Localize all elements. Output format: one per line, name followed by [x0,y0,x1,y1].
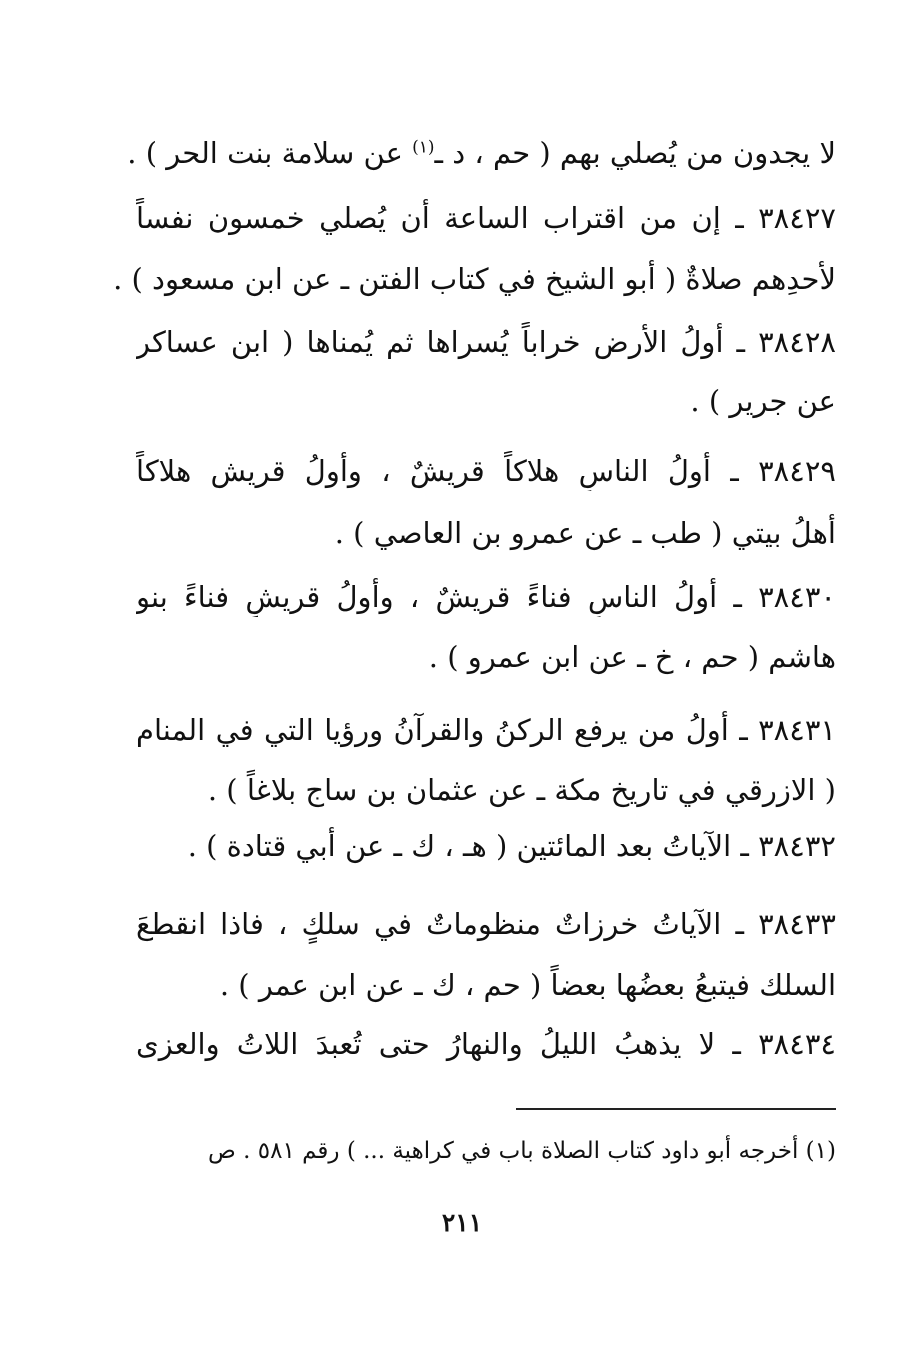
text-line-4: ٣٨٤٢٨ ـ أولُ الأرضِ خراباً يُسراها ثم يُمناها ( ابن عساكر [136,325,836,359]
text-line-6: ٣٨٤٢٩ ـ أولُ الناسِ هلاكاً قريشٌ ، وأولُ قريش هلاكاً [136,454,836,488]
text-line-14: السلك فيتبعُ بعضُها بعضاً ( حم ، ك ـ عن ابن عمر ) . [219,968,836,1002]
page-number: ٢١١ [441,1208,483,1237]
text-line-11: ( الازرقي في تاريخ مكة ـ عن عثمان بن ساج بلاغاً ) . [207,773,836,807]
text-line-15: ٣٨٤٣٤ ـ لا يذهبُ الليلُ والنهارُ حتى تُعبدَ اللاتُ والعزى [136,1027,836,1061]
text-line-2: ٣٨٤٢٧ ـ إن من اقتراب الساعة أن يُصلي خمسون نفساً [136,201,836,235]
text-line-3: لأحدِهم صلاةٌ ( أبو الشيخ في كتاب الفتن ـ عن ابن مسعود ) . [113,262,836,296]
footnote-divider [516,1108,836,1110]
text-line-8: ٣٨٤٣٠ ـ أولُ الناسِ فناءً قريشٌ ، وأولُ قريشٍ فناءً بنو [136,580,836,614]
text-line-1 [127,133,836,173]
footnote-reference: (١) [412,137,435,158]
line-1-text: لا يجدون من يُصلي بهم ( حم ، د ـ [434,136,836,170]
text-line-10: ٣٨٤٣١ ـ أولُ من يرفع الركنُ والقرآنُ ورؤيا التي في المنام [136,713,836,747]
text-line-7: أهلُ بيتي ( طب ـ عن عمرو بن العاصي ) . [334,516,836,550]
text-line-13: ٣٨٤٣٣ ـ الآياتُ خرزاتٌ منظوماتٌ في سلكٍ ، فاذا انقطعَ [136,907,836,941]
text-line-12: ٣٨٤٣٢ ـ الآياتُ بعد المائتين ( هـ ، ك ـ عن أبي قتادة ) . [187,829,836,863]
text-line-9: هاشم ( حم ، خ ـ عن ابن عمرو ) . [428,640,836,674]
text-line-5: عن جرير ) . [690,384,836,418]
line-1-tail: عن سلامة بنت الحر ) . [127,136,403,170]
footnote: (١) أخرجه أبو داود كتاب الصلاة باب في كراهية ... ) رقم ٥٨١ . ص [207,1138,836,1164]
